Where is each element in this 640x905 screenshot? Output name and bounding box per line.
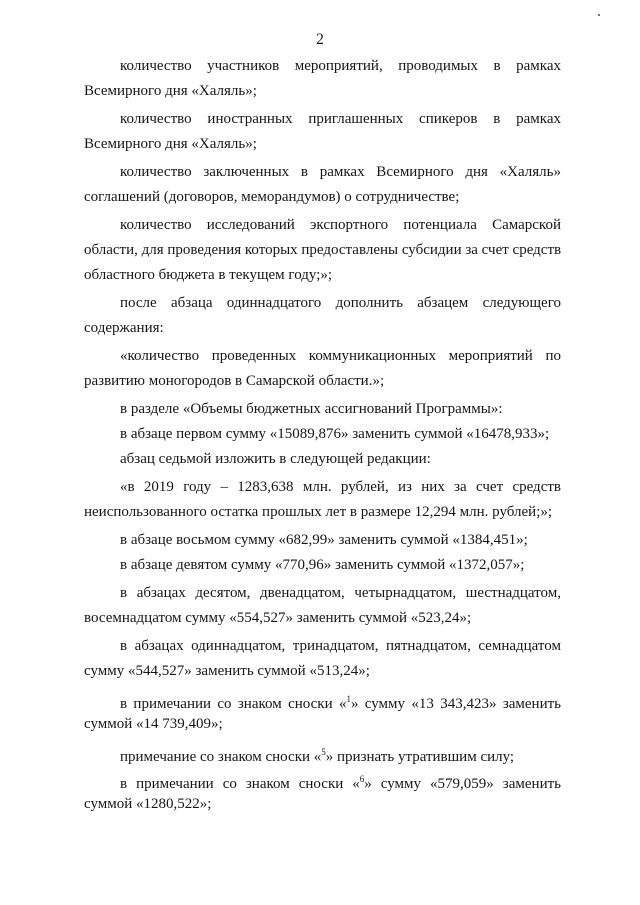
page-number: 2: [316, 31, 324, 48]
text-line: содержания:: [84, 320, 164, 336]
text-line: соглашений (договоров, меморандумов) о сотрудничестве;: [84, 189, 460, 205]
text-segment: в примечании со знаком сноски «: [120, 776, 360, 792]
text-line: в абзаце восьмом сумму «682,99» заменить суммой «1384,451»;: [120, 532, 528, 548]
text-line: [120, 770, 561, 793]
text-line: восемнадцатом сумму «554,527» заменить суммой «523,24»;: [84, 610, 472, 626]
text-line: неиспользованного остатка прошлых лет в размере 12,294 млн. рублей;»;: [84, 504, 553, 520]
text-line: Всемирного дня «Халяль»;: [84, 136, 257, 152]
scan-speck: [598, 14, 600, 16]
text-segment: » сумму «579,059» заменить: [364, 776, 561, 792]
text-line: количество исследований экспортного потенциала Самарской: [120, 217, 561, 233]
footnote-mark: 5: [321, 747, 326, 757]
text-line: [120, 743, 514, 766]
text-line: количество заключенных в рамках Всемирного дня «Халяль»: [120, 164, 561, 180]
text-line: абзац седьмой изложить в следующей редакции:: [120, 451, 431, 467]
footnote-mark: 6: [359, 774, 365, 784]
text-line: области, для проведения которых предоставлены субсидии за счет средств: [84, 242, 562, 258]
text-segment: » сумму «13 343,423» заменить: [350, 696, 562, 712]
text-line: «количество проведенных коммуникационных мероприятий по: [120, 348, 561, 364]
text-line: в абзацах одиннадцатом, тринадцатом, пятнадцатом, семнадцатом: [120, 638, 561, 654]
text-line: областного бюджета в текущем году;»;: [84, 267, 333, 283]
text-line: количество участников мероприятий, проводимых в рамках: [120, 58, 561, 74]
text-segment: » признать утратившим силу;: [325, 749, 515, 765]
text-line: в абзацах десятом, двенадцатом, четырнадцатом, шестнадцатом,: [120, 585, 561, 601]
text-segment: в примечании со знаком сноски «: [120, 696, 347, 712]
text-segment: примечание со знаком сноски «: [120, 749, 322, 765]
text-line: сумму «544,527» заменить суммой «513,24»;: [84, 663, 370, 679]
text-line: после абзаца одиннадцатого дополнить абзацем следующего: [120, 295, 561, 311]
text-line: в разделе «Объемы бюджетных ассигнований Программы»:: [120, 401, 503, 417]
text-line: суммой «14 739,409»;: [84, 716, 223, 732]
footnote-mark: 1: [346, 694, 351, 704]
text-line: «в 2019 году – 1283,638 млн. рублей, из них за счет средств: [120, 479, 561, 495]
text-line: количество иностранных приглашенных спикеров в рамках: [120, 111, 561, 127]
text-line: [120, 690, 561, 713]
text-line: суммой «1280,522»;: [84, 796, 212, 812]
text-line: в абзаце девятом сумму «770,96» заменить суммой «1372,057»;: [120, 557, 525, 573]
text-line: Всемирного дня «Халяль»;: [84, 83, 257, 99]
text-line: в абзаце первом сумму «15089,876» заменить суммой «16478,933»;: [120, 426, 550, 442]
text-line: развитию моногородов в Самарской области.»;: [84, 373, 385, 389]
